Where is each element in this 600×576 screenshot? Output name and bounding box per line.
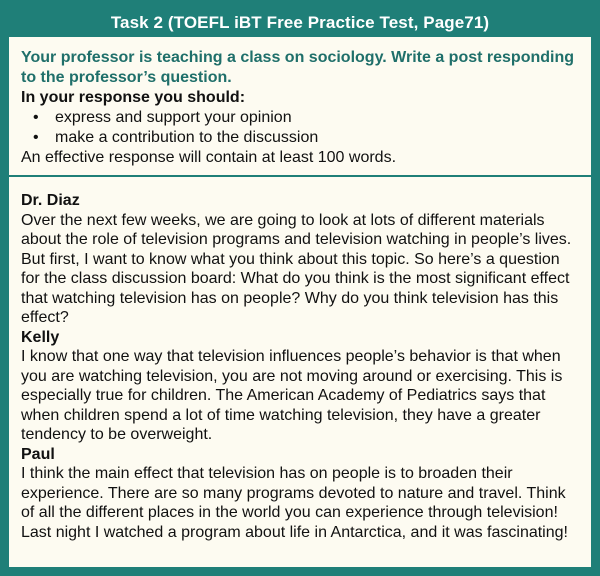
bullet-icon: • <box>33 129 39 146</box>
instruction-text: express and support your opinion <box>55 109 292 126</box>
post-text: I think the main effect that television has on people is to broaden their experience. There are so many programs devoted to nature and travel. Think of all the different places in the world you can experience through television! Last night I watched a program about life in Antarctica, and it was fascinating! <box>21 465 568 541</box>
prompt-section <box>9 37 591 177</box>
post-text: Over the next few weeks, we are going to look at lots of different materials about the role of television programs and television watching in people’s lives. But first, I want to know what you think about this topic. So here’s a question for the class discussion board: What do you think is the most significant effect that watching television has on people? Why do you think television has this effect? <box>21 211 572 326</box>
speaker-name: Dr. Diaz <box>21 192 80 209</box>
instruction-item <box>33 128 579 148</box>
discussion-section <box>9 177 591 542</box>
instruction-text: make a contribution to the discussion <box>55 129 319 146</box>
post-student <box>21 328 579 445</box>
speaker-name: Paul <box>21 445 55 463</box>
post-student <box>21 445 579 543</box>
word-requirement: An effective response will contain at least 100 words. <box>21 149 397 166</box>
post-text: I know that one way that television influences people’s behavior is that when you are watching television, you are not moving around or exercising. This is especially true for children. The American Academy of Pediatrics says that when children spend a lot of time watching television, they have a greater tendency to be overweight. <box>21 348 563 443</box>
task-title: Task 2 (TOEFL iBT Free Practice Test, Page71) <box>9 9 591 37</box>
speaker-name: Kelly <box>21 328 60 346</box>
task-card <box>7 7 593 569</box>
instruction-item <box>33 108 579 128</box>
instruction-list <box>21 108 579 148</box>
prompt-question: Your professor is teaching a class on sociology. Write a post responding to the professor’s question. <box>21 49 574 86</box>
instructions-heading: In your response you should: <box>21 89 246 106</box>
post-professor <box>21 191 579 328</box>
bullet-icon: • <box>33 109 39 126</box>
